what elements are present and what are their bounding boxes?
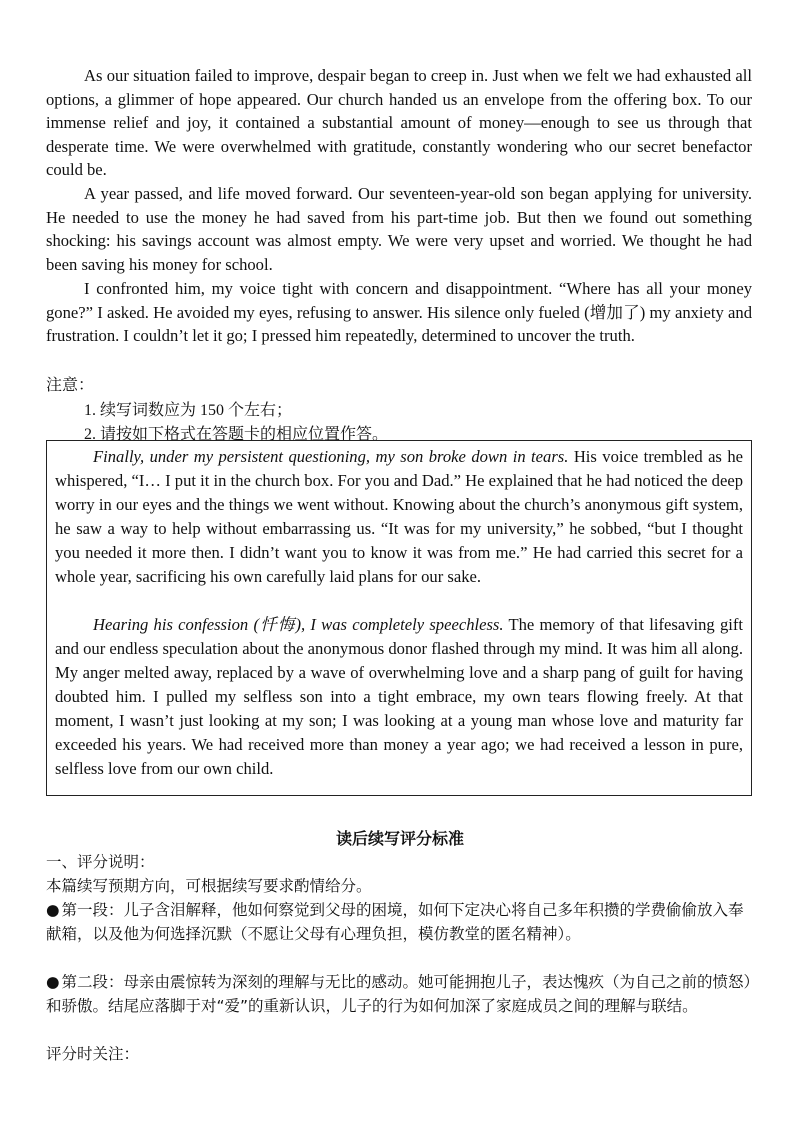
scoring-point-1	[46, 898, 758, 946]
scoring-focus: 评分时关注：	[46, 1045, 140, 1063]
scoring-point-1-text: 第一段：儿子含泪解释，他如何察觉到父母的困境，如何下定决心将自己多年积攒的学费偷偷放入奉献箱，以及他为何选择沉默（不愿让父母有心理负担，模仿教堂的匿名精神）。	[46, 901, 744, 943]
scoring-intro: 本篇续写预期方向，可根据续写要求酌情给分。	[46, 877, 372, 895]
scoring-section-heading: 一、评分说明：	[46, 853, 155, 871]
answer-paragraph-1-body: His voice trembled as he whispered, “I… I put it in the church box. For you and Dad.” He explained that he had noticed the deep worry in our eyes and the things we went without. Knowing about the church’s anonymous gift system, he saw a way to help without embarrassing us. “It was for my university,” he sobbed, “but I thought you needed it more then. I didn’t want you to know it was from me.” He had carried this secret for a whole year, sacrificing his own carefully laid plans for our sake.	[55, 447, 743, 586]
passage-paragraph-1: As our situation failed to improve, despair began to creep in. Just when we felt we had exhausted all options, a glimmer of hope appeared. Our church handed us an envelope from the offering box. To our immense relief and joy, it contained a substantial amount of money—enough to see us through that desperate time. We were overwhelmed with gratitude, constantly wondering who our secret benefactor could be.	[46, 66, 752, 179]
answer-paragraph-2-opening: Hearing his confession (忏悔), I was completely speechless.	[93, 615, 504, 634]
answer-paragraph-2	[55, 613, 743, 781]
note-item-1: 1. 续写词数应为 150 个左右；	[84, 402, 293, 419]
scoring-title: 读后续写评分标准	[335, 829, 464, 848]
bullet-icon: ●	[46, 901, 60, 919]
scoring-point-2	[46, 970, 758, 1018]
note-item-2: 2. 请按如下格式在答题卡的相应位置作答。	[84, 426, 389, 443]
passage-paragraph-2: A year passed, and life moved forward. Our seventeen-year-old son began applying for university. He needed to use the money he had saved from his part-time job. But then we found out something shocking: his savings account was almost empty. We were very upset and worried. We thought he had been saving his money for school.	[46, 184, 752, 274]
answer-paragraph-2-body: The memory of that lifesaving gift and our endless speculation about the anonymous donor flashed through my mind. It was him all along. My anger melted away, replaced by a wave of overwhelming love and a sharp pang of guilt for having doubted him. I pulled my selfless son into a tight embrace, my own tears flowing freely. At that moment, I wasn’t just looking at my son; I was looking at a young man whose love and maturity far exceeded his years. We had received more than money a year ago; we had received a lesson in pure, selfless love from our own child.	[55, 615, 743, 778]
sample-answer-box	[46, 440, 752, 796]
bullet-icon: ●	[46, 973, 60, 991]
answer-paragraph-1-opening: Finally, under my persistent questioning, my son broke down in tears.	[93, 447, 569, 466]
scoring-point-2-text: 第二段：母亲由震惊转为深刻的理解与无比的感动。她可能拥抱儿子，表达愧疚（为自己之前的愤怒）和骄傲。结尾应落脚于对“爱”的重新认识，儿子的行为如何加深了家庭成员之间的理解与联结。	[46, 973, 752, 1015]
answer-paragraph-1	[55, 445, 743, 589]
notes-title: 注意：	[46, 377, 95, 394]
passage-paragraph-3: I confronted him, my voice tight with concern and disappointment. “Where has all your money gone?” I asked. He avoided my eyes, refusing to answer. His silence only fueled (增加了) my anxiety and frustration. I couldn’t let it go; I pressed him repeatedly, determined to uncover the truth.	[46, 279, 752, 345]
